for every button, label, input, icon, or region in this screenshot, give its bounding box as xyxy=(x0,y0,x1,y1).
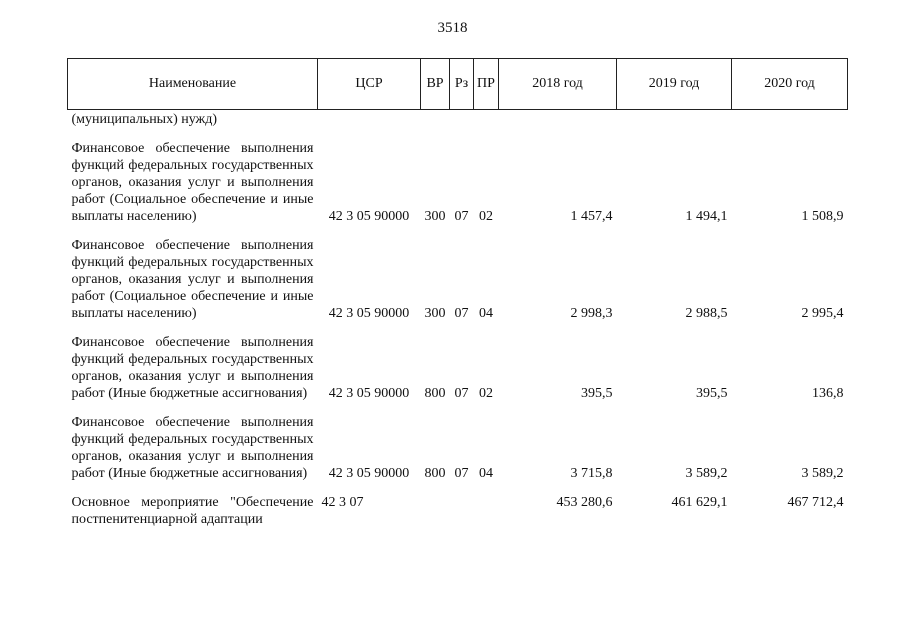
table-row xyxy=(68,414,848,482)
header-pr: ПР xyxy=(474,59,499,110)
table-header xyxy=(68,59,848,110)
row-2018: 395,5 xyxy=(581,386,613,401)
header-vr: ВР xyxy=(421,59,450,110)
row-2020: 1 508,9 xyxy=(801,209,844,224)
table-row xyxy=(68,140,848,225)
row-name: Финансовое обеспечение выполнения функций федеральных государственных органов, оказания услуг и выполнения работ (Иные бюджетные ассигнования) xyxy=(71,335,314,401)
row-2019: 395,5 xyxy=(696,386,728,401)
row-pr: 02 xyxy=(479,386,493,401)
row-2019: 461 629,1 xyxy=(671,495,728,510)
table-row xyxy=(68,237,848,322)
row-2018: 2 998,3 xyxy=(570,306,613,321)
row-2020: 3 589,2 xyxy=(801,466,844,481)
row-vr: 300 xyxy=(424,306,446,321)
row-2018: 1 457,4 xyxy=(570,209,613,224)
row-pr xyxy=(474,494,499,528)
table-body xyxy=(68,110,848,529)
row-name: Основное мероприятие "Обеспечение постпенитенциарной адаптации xyxy=(71,495,314,527)
row-vr: 800 xyxy=(424,466,446,481)
row-rz: 07 xyxy=(454,466,469,481)
row-name: Финансовое обеспечение выполнения функций федеральных государственных органов, оказания услуг и выполнения работ (Иные бюджетные ассигнования) xyxy=(71,415,314,481)
row-pr: 04 xyxy=(479,306,493,321)
row-vr: 800 xyxy=(424,386,446,401)
row-2020: 467 712,4 xyxy=(787,495,844,510)
row-csr: 42 3 05 90000 xyxy=(328,466,410,481)
row-name: Финансовое обеспечение выполнения функций федеральных государственных органов, оказания услуг и выполнения работ (Социальное обеспечение и иные выплаты населению) xyxy=(71,141,314,224)
row-name: Финансовое обеспечение выполнения функций федеральных государственных органов, оказания услуг и выполнения работ (Социальное обеспечение и иные выплаты населению) xyxy=(71,238,314,321)
row-2019: 1 494,1 xyxy=(685,209,728,224)
row-rz: 07 xyxy=(454,209,469,224)
row-2018: 453 280,6 xyxy=(556,495,613,510)
continuation-text: (муниципальных) нужд) xyxy=(71,112,218,127)
row-pr: 02 xyxy=(479,209,493,224)
row-csr: 42 3 07 xyxy=(321,495,364,510)
budget-table xyxy=(67,58,848,528)
table-row xyxy=(68,334,848,402)
row-pr: 04 xyxy=(479,466,493,481)
row-2019: 2 988,5 xyxy=(685,306,728,321)
row-2018: 3 715,8 xyxy=(570,466,613,481)
header-rz: Рз xyxy=(450,59,474,110)
header-2018: 2018 год xyxy=(499,59,617,110)
row-csr: 42 3 05 90000 xyxy=(328,306,410,321)
row-csr: 42 3 05 90000 xyxy=(328,209,410,224)
page-number: 3518 xyxy=(437,20,468,36)
continuation-row xyxy=(68,110,848,129)
row-rz xyxy=(450,494,474,528)
table-row xyxy=(68,494,848,528)
header-2020: 2020 год xyxy=(732,59,848,110)
row-csr: 42 3 05 90000 xyxy=(328,386,410,401)
row-vr xyxy=(421,494,450,528)
row-2020: 2 995,4 xyxy=(801,306,844,321)
header-2019: 2019 год xyxy=(617,59,732,110)
header-csr: ЦСР xyxy=(318,59,421,110)
row-rz: 07 xyxy=(454,306,469,321)
row-2020: 136,8 xyxy=(812,386,844,401)
row-2019: 3 589,2 xyxy=(685,466,728,481)
header-name: Наименование xyxy=(68,59,318,110)
row-vr: 300 xyxy=(424,209,446,224)
row-rz: 07 xyxy=(454,386,469,401)
